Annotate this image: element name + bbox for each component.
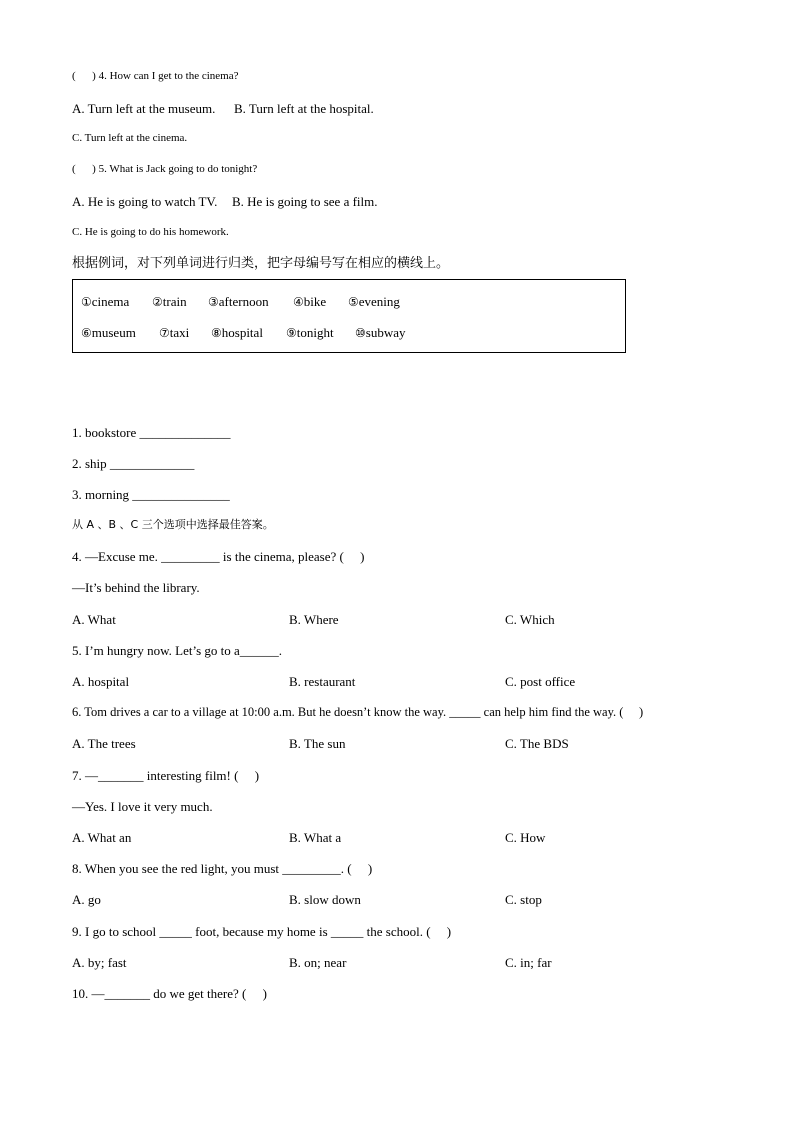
q5-listening-option-a: A. He is going to watch TV. (72, 194, 218, 209)
word-bank-item: ⑦taxi (159, 325, 190, 340)
word-bank-item: ③afternoon (208, 294, 269, 309)
word-bank-item: ⑧hospital (211, 325, 263, 340)
q8-option-b: B. slow down (289, 892, 361, 907)
q4-option-c: C. Which (505, 612, 555, 627)
classify-instruction: 根据例词，对下列单词进行归类，把字母编号写在相应的横线上。 (72, 256, 450, 271)
q7-option-c: C. How (505, 830, 546, 845)
question-4-reply: —It’s behind the library. (72, 580, 200, 595)
q8-option-a: A. go (72, 892, 101, 907)
word-bank-item: ⑤evening (348, 294, 400, 309)
q5-option-b: B. restaurant (289, 674, 356, 689)
word-bank-item: ①cinema (81, 294, 130, 309)
q5-option-a: A. hospital (72, 674, 130, 689)
q4-listening-option-b: B. Turn left at the hospital. (234, 101, 374, 116)
question-4-listening: ( ) 4. How can I get to the cinema? (72, 70, 239, 82)
q4-listening-option-a: A. Turn left at the museum. (72, 101, 216, 116)
q5-listening-option-c: C. He is going to do his homework. (72, 226, 229, 238)
classify-item-3: 3. morning _______________ (72, 487, 230, 502)
q7-option-a: A. What an (72, 830, 132, 845)
q7-option-b: B. What a (289, 830, 342, 845)
classify-item-1: 1. bookstore ______________ (72, 425, 231, 440)
question-7: 7. —_______ interesting film! ( ) (72, 768, 260, 783)
q6-option-c: C. The BDS (505, 736, 569, 751)
word-bank-box (72, 279, 626, 353)
q4-option-a: A. What (72, 612, 116, 627)
question-4: 4. —Excuse me. _________ is the cinema, please? ( ) (72, 549, 365, 564)
word-bank-item: ⑩subway (355, 325, 406, 340)
q9-option-c: C. in; far (505, 955, 552, 970)
q9-option-a: A. by; fast (72, 955, 127, 970)
question-9: 9. I go to school _____ foot, because my home is _____ the school. ( ) (72, 924, 452, 939)
q4-option-b: B. Where (289, 612, 339, 627)
q5-option-c: C. post office (505, 674, 576, 689)
question-7-reply: —Yes. I love it very much. (72, 799, 213, 814)
q8-option-c: C. stop (505, 892, 542, 907)
question-5-listening: ( ) 5. What is Jack going to do tonight? (72, 163, 258, 175)
word-bank-item: ⑨tonight (286, 325, 334, 340)
q6-option-a: A. The trees (72, 736, 136, 751)
choice-instruction: 从 A 、B 、C 三个选项中选择最佳答案。 (72, 518, 274, 531)
question-8: 8. When you see the red light, you must _________. ( ) (72, 861, 373, 876)
q5-listening-option-b: B. He is going to see a film. (232, 194, 378, 209)
question-10: 10. —_______ do we get there? ( ) (72, 986, 267, 1001)
q6-option-b: B. The sun (289, 736, 346, 751)
classify-item-2: 2. ship _____________ (72, 456, 195, 471)
word-bank-item: ⑥museum (81, 325, 136, 340)
q9-option-b: B. on; near (289, 955, 347, 970)
word-bank-item: ②train (152, 294, 187, 309)
word-bank-item: ④bike (293, 294, 327, 309)
q4-listening-option-c: C. Turn left at the cinema. (72, 132, 188, 144)
question-5: 5. I’m hungry now. Let’s go to a______. (72, 643, 283, 658)
question-6: 6. Tom drives a car to a village at 10:00 a.m. But he doesn’t know the way. _____ can help him find the way. ( ) (72, 705, 644, 719)
